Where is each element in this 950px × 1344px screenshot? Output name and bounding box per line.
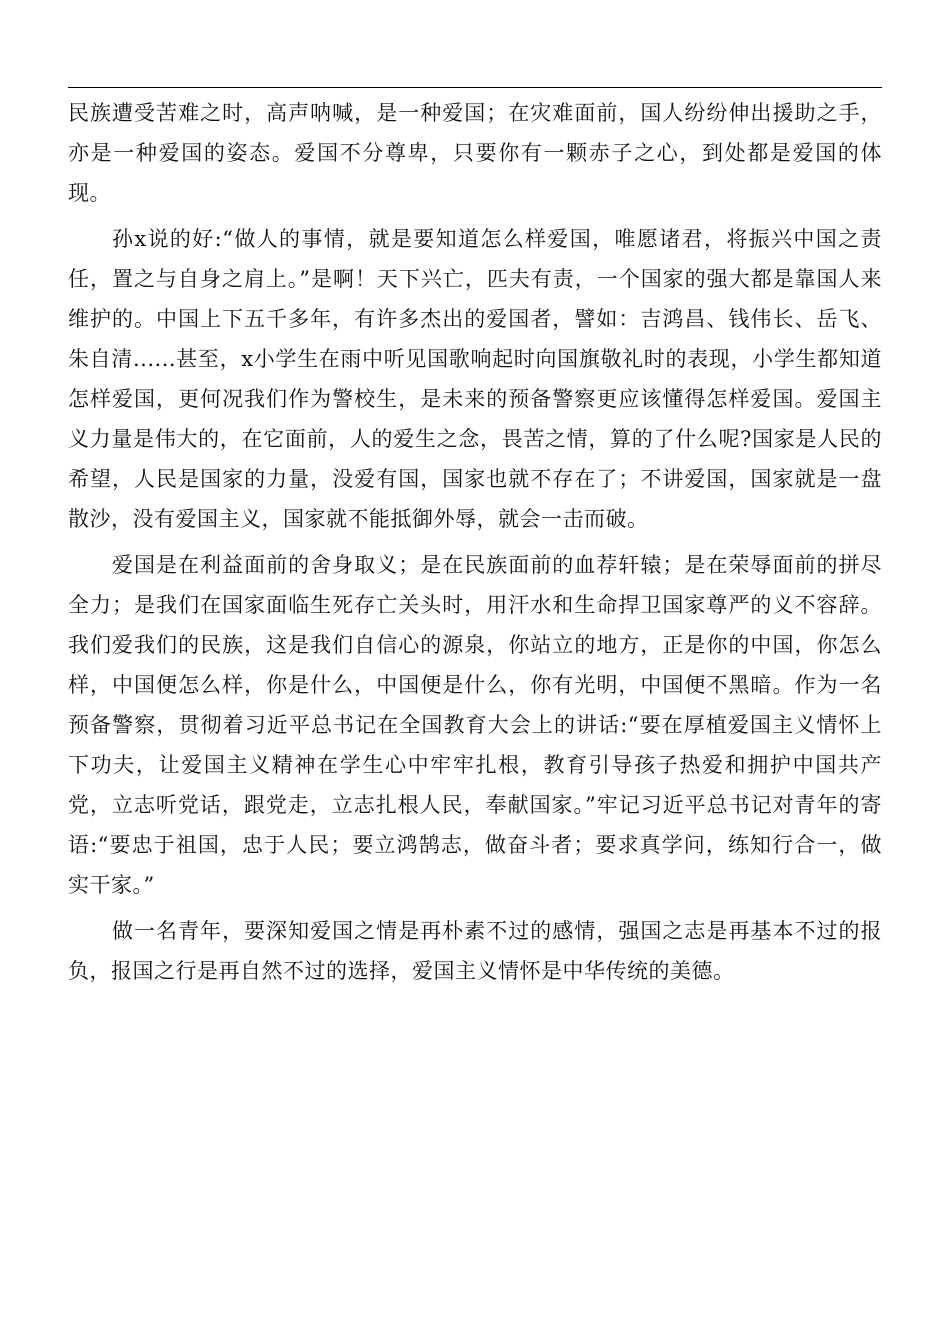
header-rule — [68, 87, 882, 88]
paragraph-youth-conclusion: 做一名青年，要深知爱国之情是再朴素不过的感情，强国之志是再基本不过的报负，报国之行是再自然不过的选择，爱国主义情怀是中华传统的美德。 — [68, 919, 882, 983]
paragraph-patriotism-definition: 爱国是在利益面前的舍身取义；是在民族面前的血荐轩辕；是在荣辱面前的拼尽全力；是我们在国家面临生死存亡关头时，用汗水和生命捍卫国家尊严的义不容辞。我们爱我们的民族，这是我们自信心的源泉，你站立的地方，正是你的中国，你怎么样，中国便怎么样，你是什么，中国便是什么，你有光明，中国便不黑暗。作为一名预备警察，贯彻着习近平总书记在全国教育大会上的讲话:“要在厚植爱国主义情怀上下功夫，让爱国主义精神在学生心中牢牢扎根，教育引导孩子热爱和拥护中国共产党，立志听党话，跟党走，立志扎根人民，奉献国家。”牢记习近平总书记对青年的寄语:“要忠于祖国，忠于人民；要立鸿鹄志，做奋斗者；要求真学问，练知行合一，做实干家。” — [68, 553, 882, 897]
paragraph-continuation: 民族遭受苦难之时，高声呐喊，是一种爱国；在灾难面前，国人纷纷伸出援助之手，亦是一种爱国的姿态。爱国不分尊卑，只要你有一颗赤子之心，到处都是爱国的体现。 — [68, 101, 882, 205]
body-text — [68, 93, 882, 991]
paragraph-patriotism-quote: 孙x说的好:“做人的事情，就是要知道怎么样爱国，唯愿诸君，将振兴中国之责任，置之与自身之肩上。”是啊！天下兴亡，匹夫有责，一个国家的强大都是靠国人来维护的。中国上下五千多年，有许多杰出的爱国者，譬如：吉鸿昌、钱伟长、岳飞、朱自清......甚至，x小学生在雨中听见国歌响起时向国旗敬礼时的表现，小学生都知道怎样爱国，更何况我们作为警校生，是未来的预备警察更应该懂得怎样爱国。爱国主义力量是伟大的，在它面前，人的爱生之念，畏苦之情，算的了什么呢?国家是人民的希望，人民是国家的力量，没爱有国，国家也就不存在了；不讲爱国，国家就是一盘散沙，没有爱国主义，国家就不能抵御外辱，就会一击而破。 — [68, 227, 882, 531]
